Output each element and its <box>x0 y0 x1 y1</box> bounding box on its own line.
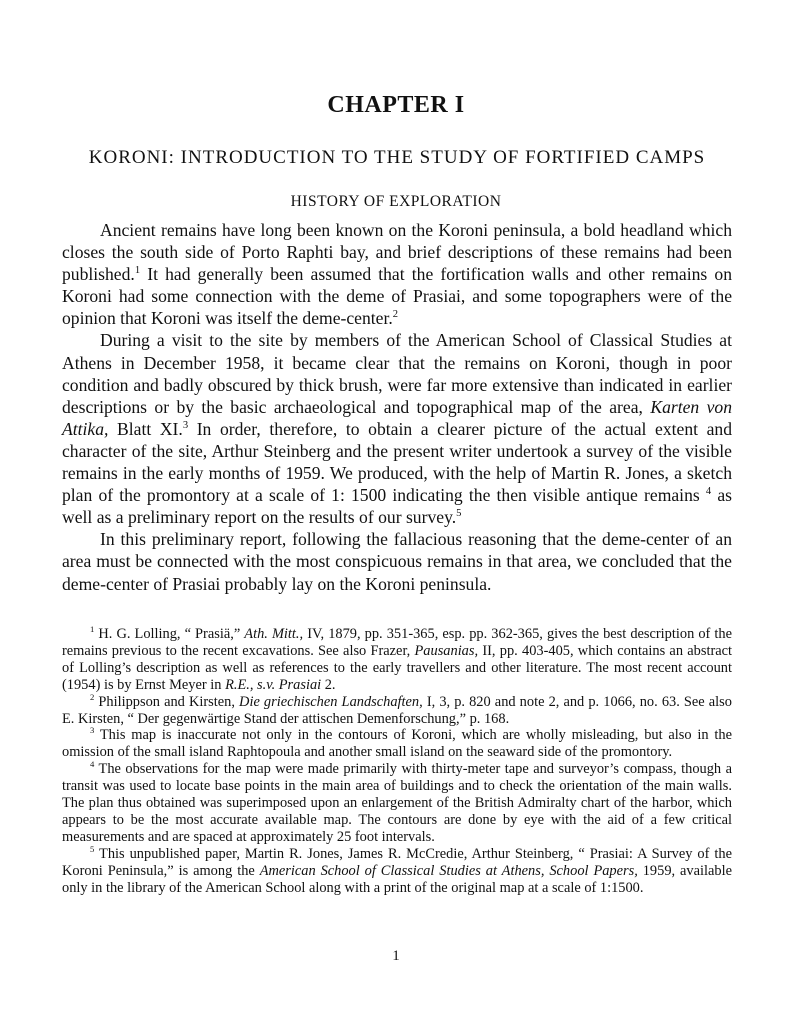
footnote-3 <box>62 727 732 761</box>
section-heading: HISTORY OF EXPLORATION <box>290 193 502 210</box>
text-span: In order, therefore, to obtain a clearer picture of the actual extent and character of the site, Arthur Steinberg and the present writer undertook a survey of the visible remains in the early months of 1959. We produced, with the help of Martin R. Jones, a sketch plan of the promontory at a scale of 1: 1500 indicating the then visible antique remains <box>62 418 733 506</box>
text-span: Philippson and Kirsten, <box>94 693 240 710</box>
footnote-ref-1: 1 <box>134 265 141 277</box>
footnote-1 <box>62 626 732 694</box>
italic-title: Ath. Mitt., <box>244 626 304 642</box>
text-span: 1959, available only in the library of the American School along with a print of the original map at a scale of 1:1500. <box>62 862 732 896</box>
text-span: H. G. Lolling, “ Prasiä,” <box>94 626 245 642</box>
paragraph-3: In this preliminary report, following the fallacious reasoning that the deme-center of an area must be connected with the most conspicuous remains in that area, we concluded that the deme-center of Prasiai probably lay on the Koroni peninsula. <box>62 529 732 594</box>
footnote-ref-2: 2 <box>392 309 399 321</box>
text-span: The observations for the map were made primarily with thirty-meter tape and surveyor’s compass, though a transit was used to locate base points in the main area of buildings and to check the orientation of the main walls. The plan thus obtained was superimposed upon an enlargement of the British Admiralty chart of the harbor, which appears to be the most accurate available map. The contours are done by eye with the aid of a few critical measurements and are spaced at approximately 25 foot intervals. <box>62 761 732 845</box>
footnote-4 <box>62 761 732 846</box>
footnote-number: 2 <box>90 691 95 702</box>
text-span: It had generally been assumed that the fortification walls and other remains on Koroni had some connection with the deme of Prasiai, and some topographers were of the opinion that Koroni was itself the deme-center. <box>62 264 732 329</box>
footnote-ref-3: 3 <box>182 419 189 431</box>
italic-title: American School of Classical Studies at Athens, School Papers, <box>259 862 638 879</box>
text-span: IV, 1879, pp. 351-365, esp. pp. 362-365, gives the best description of the remains previous to the recent excavations. See also Frazer, <box>62 626 732 659</box>
text-span: 2. <box>321 676 336 693</box>
italic-title: Karten von Attika, <box>62 396 732 439</box>
text-span: This map is inaccurate not only in the contours of Koroni, which are wholly misleading, but also in the omission of the small island Raphtopoula and another small island on the seaward side of the promontory. <box>62 727 732 761</box>
footnote-number: 5 <box>90 843 95 854</box>
footnote-number: 4 <box>90 759 95 770</box>
italic-title: R.E., s.v. Prasiai <box>225 676 322 693</box>
footnotes <box>62 626 732 897</box>
text-span: During a visit to the site by members of the American School of Classical Studies at Athens in December 1958, it became clear that the remains on Koroni, though in poor condition and badly obscured by thick brush, were far more extensive than indicated in earlier descriptions or by the basic archaeological and topographical map of the area, <box>62 330 732 417</box>
text-span: I, 3, p. 820 and note 2, and p. 1066, no. 63. See also E. Kirsten, “ Der gegenwärtige Stand der attischen Demenforschung,” p. 168. <box>62 693 732 727</box>
text-span: II, pp. 403-405, which contains an abstract of Lolling’s description as well as references to the early travellers and other literature. The most recent account (1954) is by Ernst Meyer in <box>62 642 733 693</box>
chapter-heading: CHAPTER I <box>327 92 465 118</box>
italic-title: Die griechischen Landschaften, <box>239 693 423 710</box>
page-number: 1 <box>392 948 400 964</box>
footnote-ref-5: 5 <box>456 508 462 520</box>
footnote-ref-4: 4 <box>705 486 712 498</box>
paragraph-2 <box>62 329 732 528</box>
text-span: This unpublished paper, Martin R. Jones, James R. McCredie, Arthur Steinberg, “ Prasiai: A Survey of the Koroni Peninsula,” is among the <box>62 845 732 879</box>
italic-title: Pausanias, <box>414 642 479 659</box>
body-text <box>62 219 732 595</box>
text-span: Ancient remains have long been known on the Koroni peninsula, a bold headland which closes the south side of Porto Raphti bay, and brief descriptions of these remains had been published. <box>62 220 732 285</box>
footnote-2 <box>62 691 732 728</box>
text-span: as well as a preliminary report on the results of our survey. <box>62 485 732 528</box>
chapter-title: KORONI: INTRODUCTION TO THE STUDY OF FORTIFIED CAMPS <box>88 147 706 168</box>
footnote-number: 3 <box>90 725 95 736</box>
footnote-number: 1 <box>90 624 95 635</box>
footnote-5 <box>62 843 732 897</box>
text-span: Blatt XI. <box>108 418 183 439</box>
paragraph-1 <box>62 219 732 329</box>
